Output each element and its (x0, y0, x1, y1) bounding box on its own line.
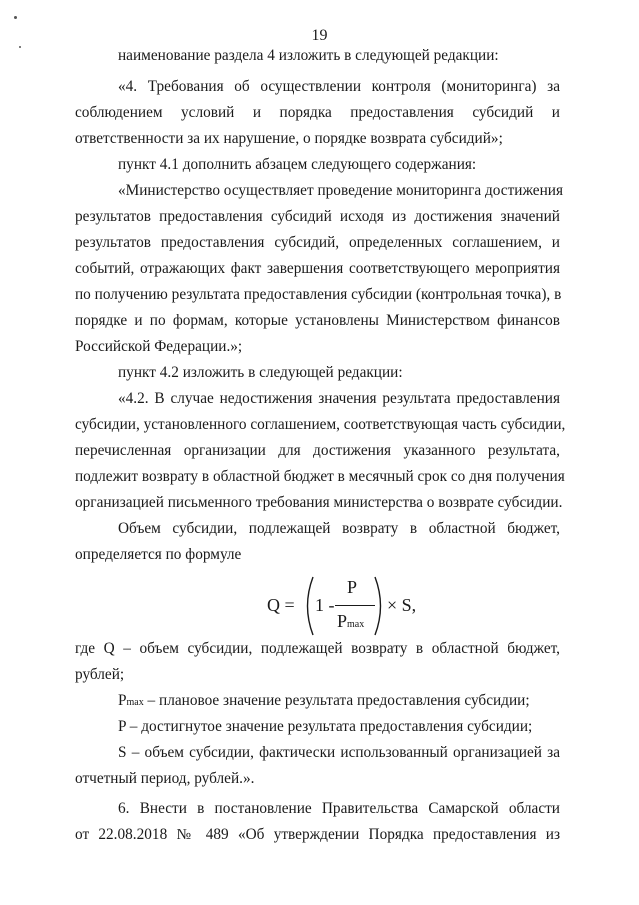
paragraph-line: перечисленная организации для достижения указанного результата, (75, 442, 560, 459)
word: порядка (279, 104, 332, 121)
paragraph-line: наименование раздела 4 изложить в следующей редакции: (118, 47, 499, 64)
pmax-symbol: P (118, 692, 127, 709)
formula (265, 571, 435, 641)
pmax-definition: – плановое значение результата предоставления субсидии; (143, 692, 530, 709)
word: и (551, 104, 560, 121)
fraction-bar (335, 605, 375, 606)
word: и (252, 104, 262, 121)
paragraph-line: P – достигнутое значение результата предоставления субсидии; (118, 718, 533, 735)
pmax-subscript: max (126, 697, 144, 708)
paragraph-line: пункт 4.1 дополнить абзацем следующего содержания: (118, 156, 477, 173)
paragraph-line (75, 103, 560, 123)
paragraph-line (118, 691, 530, 713)
formula-numerator: P (347, 577, 358, 597)
formula-times-s: × S, (387, 595, 417, 615)
paragraph-line: порядке и по формам, которые установлены Министерством финансов (75, 312, 560, 329)
word: соблюдением (75, 104, 163, 121)
paragraph-line: Объем субсидии, подлежащей возврату в областной бюджет, (118, 520, 560, 537)
word: предоставления (350, 104, 454, 121)
left-paren-icon (301, 575, 315, 637)
paragraph-line: Российской Федерации.»; (75, 338, 243, 355)
denominator-subscript: max (347, 619, 365, 630)
paragraph-line: «4. Требования об осуществлении контроля (мониторинга) за (118, 78, 560, 95)
paragraph-line: результатов предоставления субсидий, определенных соглашением, и (75, 234, 560, 251)
paragraph-line: «4.2. В случае недостижения значения результата предоставления (118, 390, 560, 407)
paragraph-line: 6. Внести в постановление Правительства Самарской области (118, 800, 560, 817)
paragraph-line: рублей; (75, 666, 125, 683)
paragraph-line: пункт 4.2 изложить в следующей редакции: (118, 364, 403, 381)
paragraph-line: организацией письменного требования министерства о возврате субсидии. (75, 494, 563, 511)
paragraph-line: S – объем субсидии, фактически использованный организацией за (118, 744, 560, 761)
formula-lhs: Q = (267, 595, 295, 615)
paragraph-line: событий, отражающих факт завершения соответствующего мероприятия (75, 260, 560, 277)
scan-speck (19, 46, 21, 48)
word: субсидий (472, 104, 534, 121)
paragraph-line: отчетный период, рублей.». (75, 770, 255, 787)
right-paren-icon (373, 575, 387, 637)
page-number: 19 (311, 27, 328, 44)
paragraph-line: «Министерство осуществляет проведение мониторинга достижения (118, 182, 564, 199)
formula-denominator (337, 611, 364, 632)
paragraph-line: определяется по формуле (75, 546, 242, 563)
paragraph-line: субсидии, установленного соглашением, соответствующая часть субсидии, (75, 416, 566, 433)
paragraph-line: где Q – объем субсидии, подлежащей возврату в областной бюджет, (75, 640, 560, 657)
paragraph-line: по получению результата предоставления субсидии (контрольная точка), в (75, 286, 562, 303)
denominator-symbol: P (337, 611, 348, 631)
paragraph-line: результатов предоставления субсидий исходя из достижения значений (75, 208, 560, 225)
scan-speck (14, 16, 17, 19)
paragraph-line: ответственности за их нарушение, о порядке возврата субсидий»; (75, 130, 503, 147)
paragraph-line: от 22.08.2018 № 489 «Об утверждении Порядка предоставления из (75, 826, 560, 843)
word: условий (181, 104, 235, 121)
formula-one-minus: 1 - (315, 595, 335, 615)
paragraph-line: подлежит возврату в областной бюджет в месячный срок со дня получения (75, 468, 565, 485)
